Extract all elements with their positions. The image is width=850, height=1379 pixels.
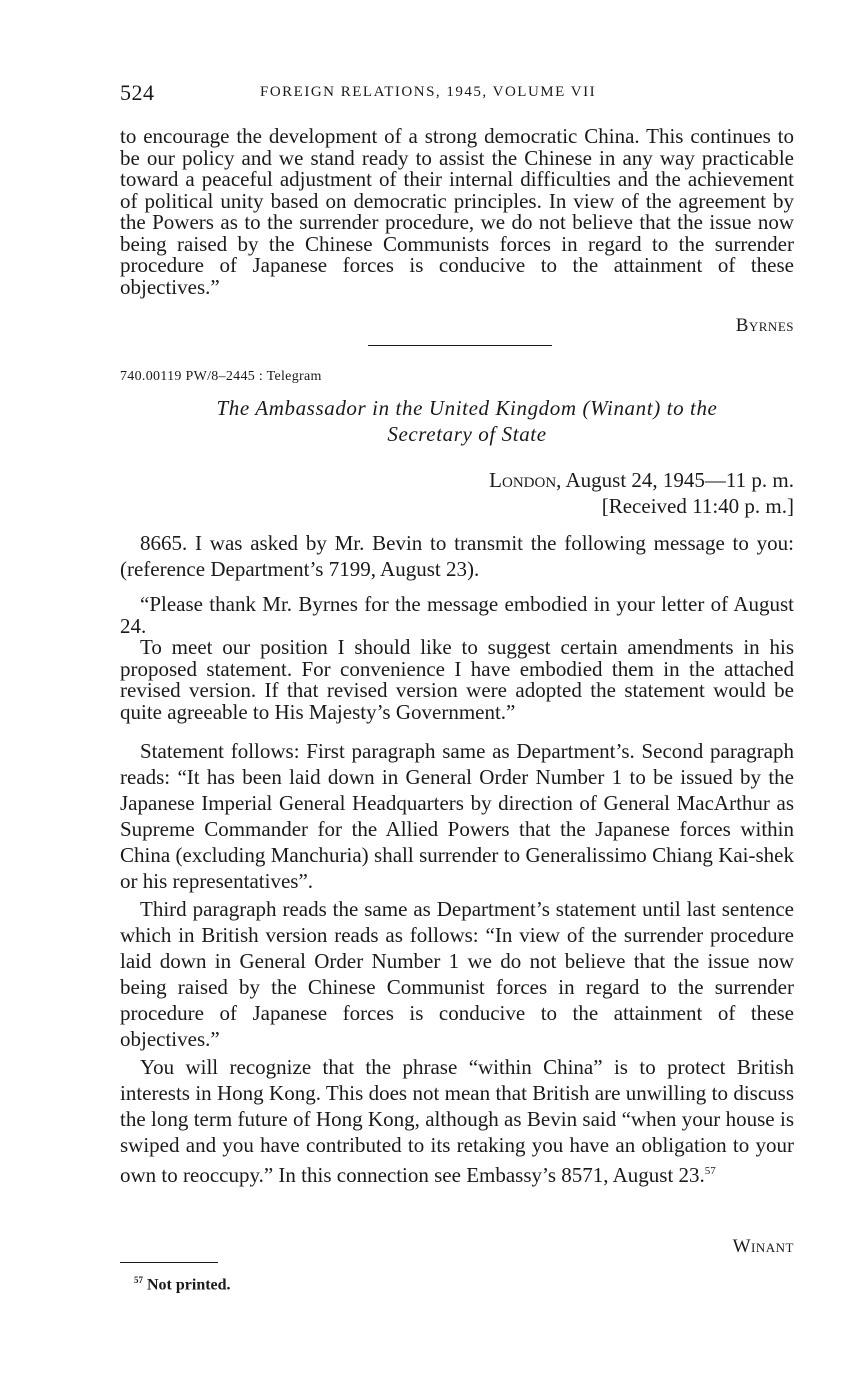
quote-paragraph-2: To meet our position I should like to suggest certain amendments in his proposed statement. For convenience I have embodied them in the attached revised version. If that revised version were adopted the statement would be quite agreeable to His Majesty’s Government.” — [120, 635, 794, 724]
section-divider — [368, 345, 552, 346]
running-head — [120, 80, 794, 108]
quote-paragraph-1: “Please thank Mr. Byrnes for the message embodied in your letter of August 24. — [120, 592, 794, 638]
hong-kong-text: You will recognize that the phrase “within China” is to protect British interests in Hong Kong. This does not mean that British are unwilling to discuss the long term future of Hong Kong, although as Bevin said “when your house is swiped and you have contributed to its retaking you have an obligation to your own to reoccupy.” In this connection see Embassy’s 8571, August 23. — [120, 1055, 794, 1187]
file-reference: 740.00119 PW/8–2445 : Telegram — [120, 369, 322, 384]
dateline-time: , August 24, 1945—11 p. m. — [556, 468, 794, 492]
document-title-line-1: The Ambassador in the United Kingdom (Winant) to the — [216, 396, 718, 420]
received-note: [Received 11:40 p. m.] — [601, 494, 794, 518]
previous-document-text — [120, 126, 794, 298]
paragraph-8665: 8665. I was asked by Mr. Bevin to transmit the following message to you: (reference Department’s 7199, August 23). — [120, 531, 794, 581]
document-title — [140, 395, 794, 447]
signature-byrnes: Byrnes — [735, 315, 794, 336]
dateline-date — [489, 467, 794, 493]
statement-section — [120, 738, 794, 1188]
bevin-quote — [120, 594, 794, 723]
third-paragraph: Third paragraph reads the same as Department’s statement until last sentence which in British version reads as follows: “In view of the surrender procedure laid down in General Order Number 1 we do not believe that the issue now being raised by the Chinese Communist forces in regard to the surrender procedure of Japanese forces is conducive to the attainment of these objectives.” — [120, 897, 794, 1051]
telegram-opening — [120, 530, 794, 582]
document-title-line-2: Secretary of State — [387, 422, 547, 446]
page-number: 524 — [120, 80, 155, 105]
footnote-reference: 57 — [704, 1165, 716, 1177]
footnote-number: 57 — [134, 1275, 143, 1285]
footnote-rule — [120, 1262, 218, 1263]
running-head-title: FOREIGN RELATIONS, 1945, VOLUME VII — [260, 84, 597, 100]
signature-winant: Winant — [732, 1236, 794, 1257]
dateline — [489, 467, 794, 519]
continued-paragraph: to encourage the development of a strong democratic China. This continues to be our policy and we stand ready to assist the Chinese in any way practicable toward a peaceful adjustment of their internal difficulties and the achievement of political unity based on democratic principles. In view of the agreement by the Powers as to the surrender procedure, we do not believe that the issue now being raised by the Chinese Communists forces in regard to the surrender procedure of Japanese forces is conducive to the attainment of these objectives.” — [120, 124, 794, 299]
footnote — [134, 1275, 231, 1294]
dateline-place: London — [489, 468, 557, 492]
hong-kong-paragraph — [120, 1054, 794, 1188]
footnote-text: Not printed. — [147, 1276, 231, 1294]
statement-paragraph: Statement follows: First paragraph same as Department’s. Second paragraph reads: “It has been laid down in General Order Number 1 to be issued by the Japanese Imperial General Headquarters by direction of General MacArthur as Supreme Commander for the Allied Powers that the Japanese forces within China (excluding Manchuria) shall surrender to Generalissimo Chiang Kai-shek or his representatives”. — [120, 739, 794, 893]
